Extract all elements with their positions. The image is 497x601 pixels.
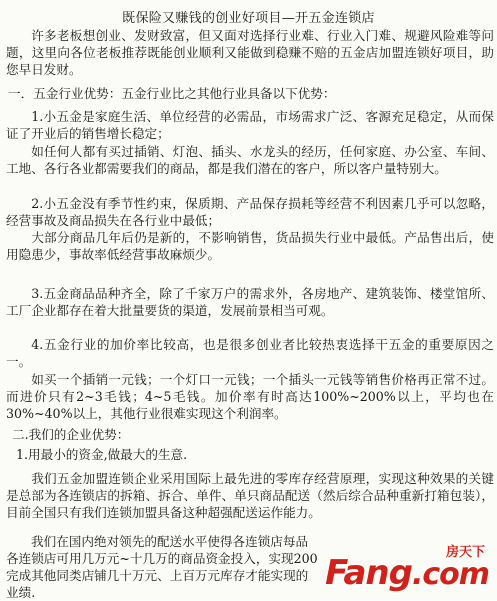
paragraph-6-line2: 各连锁店可用几万元~十几万的商品资金投入，实现200 [6,551,318,566]
page-title: 既保险又赚钱的创业好项目—开五金连锁店 [122,11,375,26]
intro-paragraph: 许多老板想创业、发财致富，但又面对选择行业难、行业入门难、规避风险难等问题，这里向各位老板推荐既能创业顺利又能做到稳赚不赔的五金店加盟连锁好项目，助您早日发财。 [6,28,494,78]
logo-brand-text [325,553,489,593]
section1-heading: 一．五金行业优势：五金行业比之其他行业具备以下优势： [8,86,336,101]
point2-paragraph-a: 2.小五金没有季节性约束，保质期、产品保存损耗等经营不利因素几乎可以忽略，经营事故及商品损失在各行业中最低； [6,196,494,229]
paragraph-6-line1: 我们在国内绝对领先的配送水平使得各连锁店每品 [31,534,309,549]
fang-watermark-logo [325,541,491,593]
point1-paragraph-a: 1.小五金是家庭生活、单位经营的必需品，市场需求广泛、客源充足稳定，从而保证了开业后的销售增长稳定； [6,109,494,142]
point4-paragraph-a: 4.五金行业的加价率比较高，也是很多创业者比较热衷选择干五金的重要原因之一。 [6,337,494,370]
paragraph-6-line3: 完成其他同类店铺几十万元、上百万元库存才能实现的 [6,568,309,583]
paragraph-5: 我们五金加盟连锁企业采用国际上最先进的零库存经营原理，实现这种效果的关键是总部为各连锁店的拆箱、拆合、单件、单只商品配送（然后综合品种重新打箱包装），目前全国只有我们连锁加盟具备这种超强配送运作能力。 [6,471,494,521]
section2-heading: 二.我们的企业优势： [12,427,130,442]
point4-paragraph-b: 如买一个插销一元钱；一个灯口一元钱；一个插头一元钱等销售价格再正常不过。而进价只有2~3毛钱；4~5毛钱。加价率有时高达100%~200%以上，平均也在30%~40%以上，其他行业很难实现这个利润率。 [6,372,494,422]
point1-paragraph-b: 如任何人都有买过插销、灯泡、插头、水龙头的经历，任何家庭、办公室、车间、工地、各行各业都需要我们的商品，都是我们潜在的客户，所以客户量特别大。 [6,144,494,177]
logo-small-text: 房天下 [445,545,485,560]
paragraph-6-line4: 业绩. [6,585,36,600]
point3-paragraph: 3.五金商品品种齐全，除了千家万户的需求外，各房地产、建筑装饰、楼堂馆所、工厂企业都存在着大批量要货的渠道，发展前景相当可观。 [6,286,494,319]
logo-brand-name: Fang [325,553,412,593]
logo-brand-suffix: .com [411,557,489,592]
sub1-heading: 1.用最小的资金,做最大的生意. [16,447,188,462]
point2-paragraph-b: 大部分商品几年后仍是新的，不影响销售，货品损失行业中最低。产品售出后，使用隐患少，事故率低经营事故麻烦少。 [6,230,494,263]
